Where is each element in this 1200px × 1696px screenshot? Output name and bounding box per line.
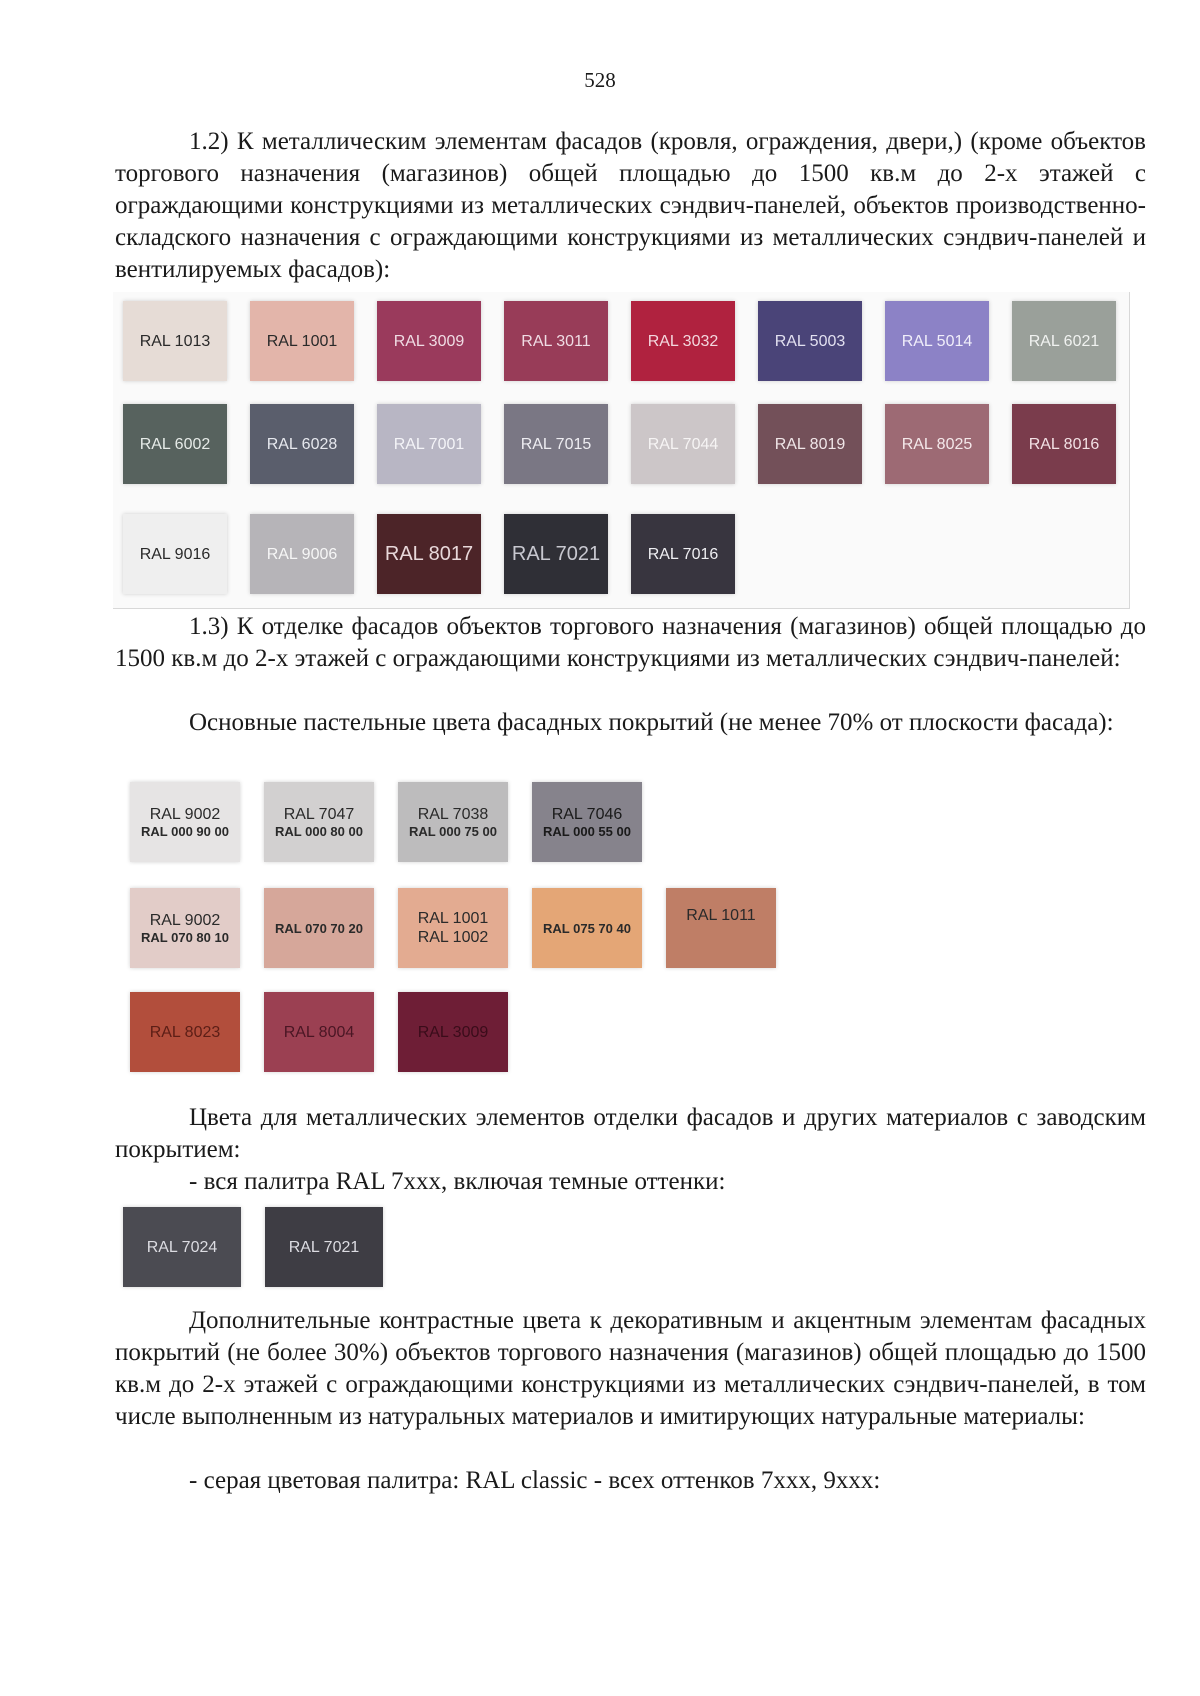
swatch-label: RAL 070 70 20 (275, 920, 363, 936)
color-swatch (1012, 301, 1116, 381)
paragraph-pastel-colors: Основные пастельные цвета фасадных покрытий (не менее 70% от плоскости фасада): (189, 709, 1114, 736)
swatch-label: RAL 6028 (266, 435, 338, 453)
swatch-sublabel: RAL 000 55 00 (543, 824, 631, 839)
color-swatch (1012, 404, 1116, 484)
page-number: 528 (584, 68, 616, 92)
swatch-label: RAL 7024 (146, 1238, 218, 1256)
paragraph-1-3: 1.3) К отделке фасадов объектов торгового назначения (магазинов) общей площадью до 1500 кв.м до 2-х этажей с ограждающими конструкциями из металлических сэндвич-панелей: (115, 613, 1146, 672)
swatch-label: RAL 8025 (901, 435, 973, 453)
color-swatch (377, 514, 481, 594)
color-swatch (666, 888, 776, 968)
swatch-label: RAL 5014 (901, 332, 973, 350)
swatch-label: RAL 7021 (511, 542, 601, 565)
swatch-label: RAL 1011 (686, 907, 756, 924)
color-swatch (264, 888, 374, 968)
swatch-label: RAL 3009 (393, 332, 465, 350)
color-swatch (631, 301, 735, 381)
swatch-label: RAL 3009 (417, 1023, 489, 1041)
color-swatch (250, 404, 354, 484)
color-swatch (885, 404, 989, 484)
color-swatch (123, 1207, 241, 1287)
swatch-label: RAL 8016 (1028, 435, 1100, 453)
swatch-label: RAL 8004 (283, 1023, 355, 1041)
swatch-label: RAL 9016 (139, 545, 211, 563)
color-swatch (377, 404, 481, 484)
swatch-label: RAL 8023 (149, 1023, 221, 1041)
color-swatch (123, 301, 227, 381)
swatch-label: RAL 1001 (417, 910, 489, 927)
swatch-label: RAL 8017 (384, 542, 474, 565)
swatch-label: RAL 7047 (283, 806, 355, 823)
swatch-sublabel: RAL 000 90 00 (141, 824, 229, 839)
color-swatch (398, 782, 508, 862)
swatch-label: RAL 6021 (1028, 332, 1100, 350)
color-swatch (377, 301, 481, 381)
color-swatch (123, 514, 227, 594)
color-swatch (264, 992, 374, 1072)
swatch-label: RAL 1001 (266, 332, 338, 350)
swatch-label: RAL 9002 (149, 912, 221, 929)
color-swatch (130, 782, 240, 862)
paragraph-metal-elements: Цвета для металлических элементов отделки фасадов и других материалов с заводским покрытием: (115, 1104, 1146, 1163)
swatch-label: RAL 8019 (774, 435, 846, 453)
swatch-label: RAL 3011 (521, 332, 591, 350)
swatch-label: RAL 7038 (417, 806, 489, 823)
color-swatch (758, 301, 862, 381)
swatch-label: RAL 9002 (149, 806, 221, 823)
color-swatch (631, 514, 735, 594)
swatch-sublabel: RAL 000 75 00 (409, 824, 497, 839)
paragraph-grey-palette: - серая цветовая палитра: RAL classic - всех оттенков 7xxx, 9xxx: (189, 1467, 881, 1494)
swatch-panel-facade-metal (113, 292, 1130, 609)
swatch-sublabel: RAL 070 80 10 (141, 930, 229, 945)
color-swatch (264, 782, 374, 862)
color-swatch (250, 514, 354, 594)
swatch-label: RAL 7021 (288, 1238, 360, 1256)
swatch-label: RAL 7044 (647, 435, 719, 453)
swatch-label: RAL 6002 (139, 435, 211, 453)
swatch-label: RAL 7046 (551, 806, 623, 823)
color-swatch (631, 404, 735, 484)
swatch-label: RAL 9006 (266, 545, 338, 563)
color-swatch (532, 782, 642, 862)
color-swatch (504, 404, 608, 484)
color-swatch (130, 992, 240, 1072)
color-swatch (504, 514, 608, 594)
swatch-sublabel: RAL 1002 (417, 929, 489, 946)
swatch-label: RAL 1013 (139, 332, 211, 350)
color-swatch (398, 992, 508, 1072)
color-swatch (250, 301, 354, 381)
paragraph-1-2: 1.2) К металлическим элементам фасадов (кровля, ограждения, двери,) (кроме объектов торгового назначения (магазинов) общей площадью до 1500 кв.м до 2-х этажей с ограждающими конструкциями из металлических сэндвич-панелей, объектов производственно-складского назначения с ограждающими конструкциями из металлических сэндвич-панелей и вентилируемых фасадов): (115, 128, 1146, 283)
paragraph-contrast-colors: Дополнительные контрастные цвета к декоративным и акцентным элементам фасадных покрытий (не более 30%) объектов торгового назначения (магазинов) общей площадью до 1500 кв.м до 2-х этажей с ограждающими конструкциями из металлических сэндвич-панелей, в том числе выполненным из натуральных материалов и имитирующих натуральные материалы: (115, 1307, 1146, 1430)
swatch-label: RAL 7016 (647, 545, 719, 563)
color-swatch (504, 301, 608, 381)
swatch-label: RAL 075 70 40 (543, 920, 631, 936)
color-swatch (532, 888, 642, 968)
swatch-label: RAL 7015 (520, 435, 592, 453)
paragraph-ral-7xxx: - вся палитра RAL 7xxx, включая темные оттенки: (189, 1168, 726, 1195)
color-swatch (758, 404, 862, 484)
color-swatch (130, 888, 240, 968)
swatch-label: RAL 7001 (393, 435, 465, 453)
color-swatch (885, 301, 989, 381)
swatch-label: RAL 3032 (647, 332, 719, 350)
color-swatch (265, 1207, 383, 1287)
color-swatch (398, 888, 508, 968)
swatch-label: RAL 5003 (774, 332, 846, 350)
swatch-sublabel: RAL 000 80 00 (275, 824, 363, 839)
color-swatch (123, 404, 227, 484)
